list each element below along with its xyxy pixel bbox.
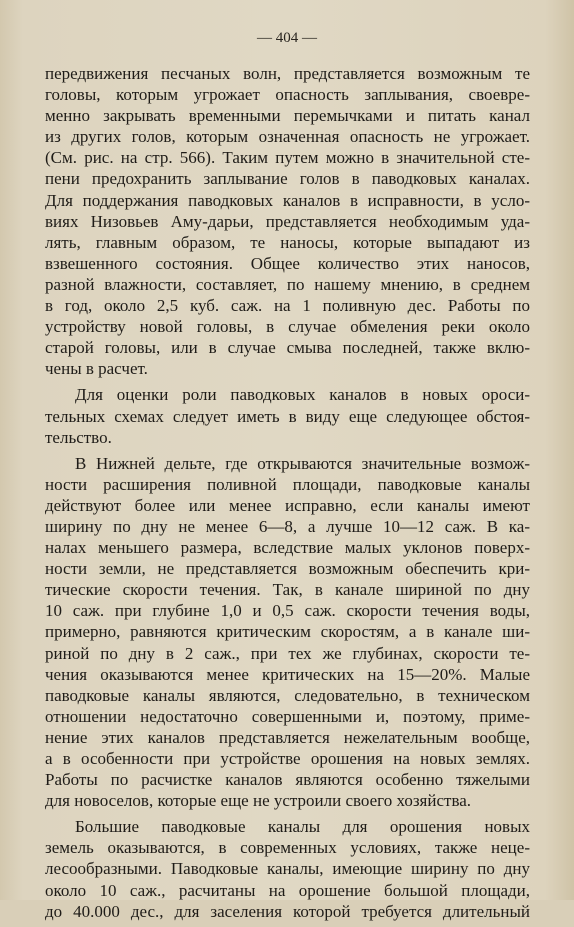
text-line: (См. рис. на стр. 566). Таким путем можно в значительной сте- bbox=[45, 148, 530, 168]
paragraph bbox=[45, 816, 530, 921]
paragraph bbox=[45, 453, 530, 812]
body-text bbox=[45, 63, 530, 927]
text-line: передвижения песчаных волн, представляется возможным те bbox=[45, 64, 530, 83]
text-line: 10 саж. при глубине 1,0 и 0,5 саж. скорости течения воды, bbox=[45, 601, 530, 621]
text-line: взвешенного состояния. Общее количество этих наносов, bbox=[45, 253, 530, 273]
text-line: ширину по дну не менее 6—8, а лучше 10—12 саж. В ка- bbox=[45, 516, 530, 536]
text-line: из других голов, которым означенная опасность не угрожает. bbox=[45, 127, 530, 147]
text-line: отношении недостаточно совершенными и, поэтому, приме- bbox=[45, 706, 530, 726]
text-line: чены в расчет. bbox=[45, 359, 148, 379]
text-line: менно закрывать временными перемычками и питать канал bbox=[45, 106, 530, 126]
text-line: старой головы, или в случае смыва последней, также вклю- bbox=[45, 338, 530, 358]
text-line: лесообразными. Паводковые каналы, имеющие ширину по дну bbox=[45, 859, 530, 879]
text-line: ности земли, не представляется возможным обеспечить кри- bbox=[45, 559, 530, 579]
text-line: ности расширения поливной площади, паводковые каналы bbox=[45, 474, 530, 494]
text-line: земель оказываются, в современных условиях, также неце- bbox=[45, 838, 530, 858]
text-line: пени предохранить заплывание голов в паводковых каналах. bbox=[45, 169, 530, 189]
text-line: Для поддержания паводковых каналов в исправности, в усло- bbox=[45, 190, 530, 210]
text-line: лять, главным образом, те наносы, которые выпадают из bbox=[45, 232, 530, 252]
page-number: — 404 — bbox=[257, 30, 317, 46]
text-line: действуют более или менее исправно, если каналы имеют bbox=[45, 495, 530, 515]
text-line: примерно, равняются критическим скоростям, а в канале ши- bbox=[45, 622, 530, 642]
text-line: паводковые каналы являются, следовательно, в техническом bbox=[45, 685, 530, 705]
text-line: Большие паводковые каналы для орошения новых bbox=[75, 817, 530, 837]
text-line: чения оказываются менее критических на 15—20%. Малые bbox=[45, 664, 530, 684]
text-line: риной по дну в 2 саж., при тех же глубинах, скорости те- bbox=[45, 643, 530, 663]
text-line: тельство. bbox=[45, 427, 112, 447]
text-line: для новоселов, которые еще не устроили своего хозяйства. bbox=[45, 791, 472, 811]
text-line: В Нижней дельте, где открываются значительные возмож- bbox=[75, 453, 530, 473]
text-line: около 10 саж., расчитаны на орошение большой площади, bbox=[45, 880, 530, 900]
text-line: в год, около 2,5 куб. саж. на 1 поливную дес. Работы по bbox=[45, 296, 530, 316]
text-line: а в особенности при устройстве орошения на новых землях. bbox=[45, 749, 530, 768]
text-line: разной влажности, составляет, по нашему мнению, в среднем bbox=[45, 274, 530, 294]
text-line: устройству новой головы, в случае обмеления реки около bbox=[45, 317, 530, 337]
text-line: тельных схемах следует иметь в виду еще следующее обстоя- bbox=[45, 406, 530, 426]
text-line: налах меньшего размера, вследствие малых уклонов поверх- bbox=[45, 538, 530, 558]
text-line: головы, которым угрожает опасность заплывания, своевре- bbox=[45, 85, 530, 105]
text-line: Для оценки роли паводковых каналов в новых ороси- bbox=[75, 385, 530, 405]
paragraph bbox=[45, 384, 530, 447]
text-line: виях Низовьев Аму-дарьи, представляется необходимым уда- bbox=[45, 211, 530, 231]
text-line: тические скорости течения. Так, в канале шириной по дну bbox=[45, 580, 530, 600]
text-line: до 40.000 дес., для заселения которой требуется длительный bbox=[45, 901, 530, 921]
paragraph bbox=[45, 63, 530, 379]
text-line: Работы по расчистке каналов являются особенно тяжелыми bbox=[45, 770, 530, 790]
text-line: нение этих каналов представляется нежелательным вообще, bbox=[45, 727, 530, 747]
